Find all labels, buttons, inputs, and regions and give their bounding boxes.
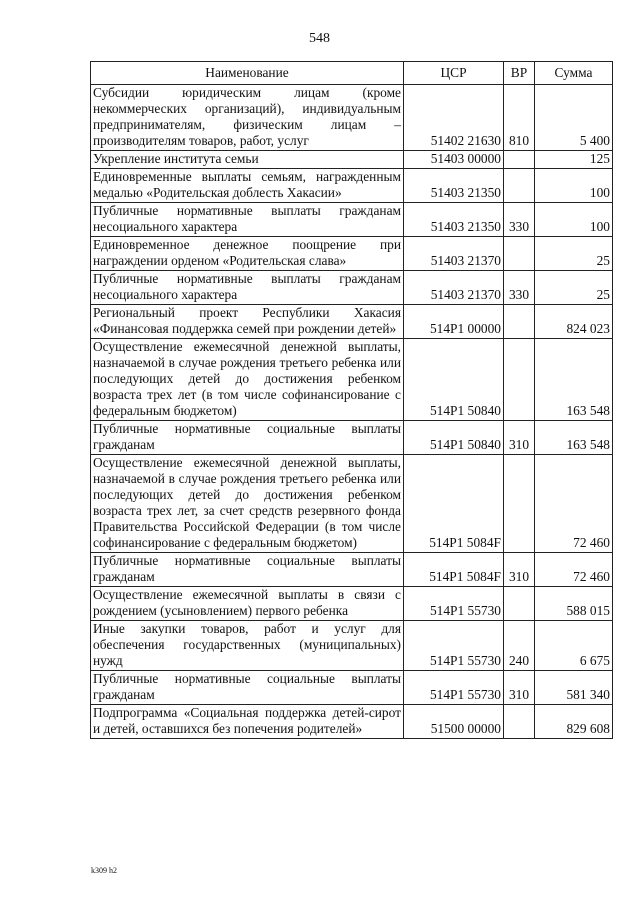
row-name: Единовременные выплаты семьям, награжденным медалью «Родительская доблесть Хакасии» <box>91 169 404 203</box>
row-csr: 514P1 5084F <box>404 455 504 553</box>
header-vr: ВР <box>504 62 535 85</box>
row-sum: 100 <box>535 203 613 237</box>
row-name: Осуществление ежемесячной денежной выплаты, назначаемой в случае рождения третьего ребенка или последующих детей до достижения ребенком возраста трех лет, за счет средств резервного фонда Правительства Российской Федерации (в том числе софинансирование с федеральным бюджетом) <box>91 455 404 553</box>
table-row <box>91 621 613 671</box>
row-vr: 310 <box>504 671 535 705</box>
table-row <box>91 587 613 621</box>
page-number: 548 <box>309 31 330 46</box>
table-row <box>91 169 613 203</box>
table-row <box>91 151 613 169</box>
table-row <box>91 237 613 271</box>
header-sum: Сумма <box>535 62 613 85</box>
header-csr: ЦСР <box>404 62 504 85</box>
row-csr: 514P1 00000 <box>404 305 504 339</box>
table-row <box>91 705 613 739</box>
row-vr: 810 <box>504 85 535 151</box>
row-vr: 330 <box>504 271 535 305</box>
row-csr: 514P1 55730 <box>404 621 504 671</box>
row-sum: 163 548 <box>535 421 613 455</box>
table-row <box>91 455 613 553</box>
row-csr: 514P1 5084F <box>404 553 504 587</box>
row-sum: 829 608 <box>535 705 613 739</box>
row-sum: 72 460 <box>535 455 613 553</box>
row-name: Осуществление ежемесячной денежной выплаты, назначаемой в случае рождения третьего ребенка или последующих детей до достижения ребенком возраста трех лет (в том числе софинансирование с федеральным бюджетом) <box>91 339 404 421</box>
row-csr: 51500 00000 <box>404 705 504 739</box>
row-vr <box>504 151 535 169</box>
header-name: Наименование <box>91 62 404 85</box>
table-row <box>91 85 613 151</box>
row-csr: 514P1 50840 <box>404 339 504 421</box>
row-sum: 25 <box>535 271 613 305</box>
row-vr <box>504 705 535 739</box>
row-csr: 514P1 55730 <box>404 671 504 705</box>
row-name: Публичные нормативные социальные выплаты гражданам <box>91 553 404 587</box>
row-vr: 330 <box>504 203 535 237</box>
row-sum: 6 675 <box>535 621 613 671</box>
row-name: Укрепление института семьи <box>91 151 404 169</box>
row-sum: 100 <box>535 169 613 203</box>
row-vr: 310 <box>504 421 535 455</box>
row-sum: 125 <box>535 151 613 169</box>
row-sum: 581 340 <box>535 671 613 705</box>
row-vr <box>504 587 535 621</box>
row-sum: 5 400 <box>535 85 613 151</box>
row-name: Региональный проект Республики Хакасия «Финансовая поддержка семей при рождении детей» <box>91 305 404 339</box>
row-name: Публичные нормативные социальные выплаты гражданам <box>91 671 404 705</box>
row-name: Субсидии юридическим лицам (кроме некоммерческих организаций), индивидуальным предпринимателям, физическим лицам – производителям товаров, работ, услуг <box>91 85 404 151</box>
row-csr: 51403 21350 <box>404 169 504 203</box>
header-row <box>91 62 613 85</box>
table-row <box>91 203 613 237</box>
row-sum: 824 023 <box>535 305 613 339</box>
row-csr: 51402 21630 <box>404 85 504 151</box>
footer-code: k309 h2 <box>91 866 117 875</box>
row-sum: 25 <box>535 237 613 271</box>
row-name: Иные закупки товаров, работ и услуг для обеспечения государственных (муниципальных) нужд <box>91 621 404 671</box>
row-name: Публичные нормативные социальные выплаты гражданам <box>91 421 404 455</box>
table-row <box>91 271 613 305</box>
row-csr: 514P1 50840 <box>404 421 504 455</box>
row-name: Осуществление ежемесячной выплаты в связи с рождением (усыновлением) первого ребенка <box>91 587 404 621</box>
row-sum: 588 015 <box>535 587 613 621</box>
row-name: Публичные нормативные выплаты гражданам несоциального характера <box>91 203 404 237</box>
row-sum: 72 460 <box>535 553 613 587</box>
row-csr: 51403 21370 <box>404 237 504 271</box>
row-csr: 51403 00000 <box>404 151 504 169</box>
table-row <box>91 421 613 455</box>
row-vr <box>504 339 535 421</box>
row-vr <box>504 455 535 553</box>
table-row <box>91 339 613 421</box>
table-row <box>91 305 613 339</box>
row-name: Единовременное денежное поощрение при награждении орденом «Родительская слава» <box>91 237 404 271</box>
row-csr: 514P1 55730 <box>404 587 504 621</box>
row-vr: 310 <box>504 553 535 587</box>
table-row <box>91 553 613 587</box>
row-csr: 51403 21370 <box>404 271 504 305</box>
row-vr <box>504 169 535 203</box>
budget-table <box>90 61 613 739</box>
row-vr <box>504 305 535 339</box>
row-name: Публичные нормативные выплаты гражданам несоциального характера <box>91 271 404 305</box>
row-csr: 51403 21350 <box>404 203 504 237</box>
row-vr: 240 <box>504 621 535 671</box>
row-vr <box>504 237 535 271</box>
row-name: Подпрограмма «Социальная поддержка детей-сирот и детей, оставшихся без попечения родителей» <box>91 705 404 739</box>
row-sum: 163 548 <box>535 339 613 421</box>
table-row <box>91 671 613 705</box>
